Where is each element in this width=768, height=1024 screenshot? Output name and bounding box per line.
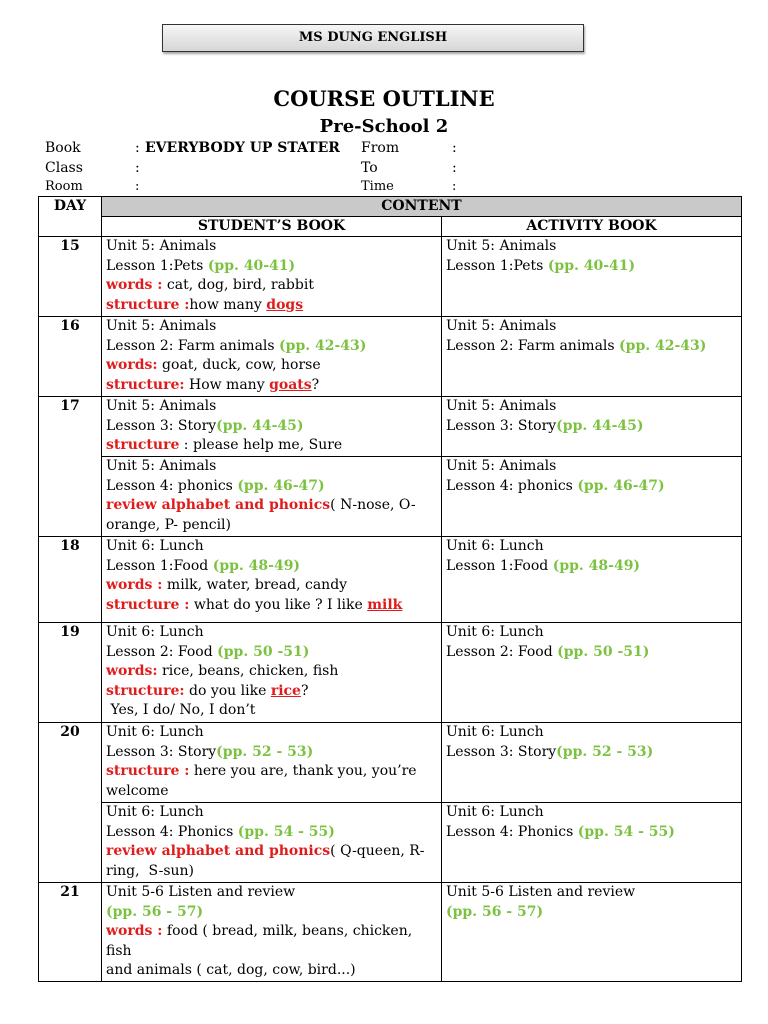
lesson-text: Lesson 4: Phonics bbox=[446, 823, 578, 840]
time-sep: : bbox=[452, 179, 457, 194]
words-keyword: words : bbox=[106, 923, 163, 940]
unit-text: Unit 6: Lunch bbox=[106, 724, 204, 740]
activity-book-cell bbox=[442, 723, 742, 803]
review-line bbox=[106, 496, 437, 516]
structure-highlight: milk bbox=[367, 596, 403, 613]
words-keyword: words: bbox=[106, 357, 158, 374]
content-header: CONTENT bbox=[102, 197, 742, 217]
lesson-text: Lesson 3: Story bbox=[106, 743, 217, 760]
lesson-line bbox=[106, 823, 437, 843]
words-text: cat, dog, bird, rabbit bbox=[162, 277, 314, 294]
structure-highlight: goats bbox=[269, 376, 312, 393]
day-cell: 15 bbox=[39, 237, 102, 317]
page-ref: (pp. 40-41) bbox=[547, 257, 636, 274]
words-keyword: words: bbox=[106, 663, 158, 680]
page-ref: (pp. 46-47) bbox=[577, 477, 665, 494]
review-keyword: review alphabet and phonics bbox=[106, 497, 331, 514]
structure-keyword: structure bbox=[106, 437, 180, 454]
to-label: To bbox=[361, 160, 378, 176]
review-text: ( Q-queen, R- bbox=[330, 843, 425, 860]
book-value: EVERYBODY UP STATER bbox=[145, 140, 340, 156]
lesson-text: Lesson 2: Farm animals bbox=[106, 337, 280, 354]
review-line bbox=[106, 842, 437, 862]
words-text: rice, beans, chicken, fish bbox=[157, 663, 339, 680]
students-book-cell bbox=[102, 883, 442, 982]
table-row bbox=[39, 883, 742, 982]
structure-text: how many bbox=[189, 296, 267, 313]
page-ref: (pp. 54 - 55) bbox=[577, 823, 675, 840]
course-outline-table bbox=[38, 196, 742, 982]
page-ref: (pp. 48-49) bbox=[212, 557, 301, 574]
structure-text: what do you like ? I like bbox=[189, 596, 368, 613]
subheader-row bbox=[39, 217, 742, 237]
unit-text: Unit 5: Animals bbox=[106, 318, 217, 334]
students-book-cell bbox=[102, 537, 442, 623]
unit-text: Unit 6: Lunch bbox=[106, 804, 204, 820]
students-book-cell bbox=[102, 623, 442, 723]
lesson-text: Lesson 4: phonics bbox=[446, 477, 578, 494]
lesson-text: Lesson 3: Story bbox=[446, 743, 557, 760]
students-book-cell bbox=[102, 803, 442, 883]
structure-keyword: structure : bbox=[106, 596, 190, 613]
words-line bbox=[106, 356, 437, 376]
unit-text: Unit 6: Lunch bbox=[106, 538, 204, 554]
room-label: Room bbox=[45, 179, 83, 194]
unit-text: Unit 6: Lunch bbox=[106, 624, 204, 640]
words-text-cont: and animals ( cat, dog, cow, bird...) bbox=[106, 962, 356, 979]
lesson-text: Lesson 2: Farm animals bbox=[446, 337, 620, 354]
page-ref: (pp. 54 - 55) bbox=[237, 823, 335, 840]
unit-text: Unit 5: Animals bbox=[446, 458, 557, 474]
structure-line bbox=[106, 596, 437, 616]
structure-end: ? bbox=[311, 376, 320, 393]
page-ref: (pp. 48-49) bbox=[552, 557, 641, 574]
lesson-text: Lesson 2: Food bbox=[106, 643, 218, 660]
words-line bbox=[106, 276, 437, 296]
header-row bbox=[39, 197, 742, 217]
words-line bbox=[106, 922, 437, 961]
day-cell: 21 bbox=[39, 883, 102, 982]
lesson-text: Lesson 2: Food bbox=[446, 643, 558, 660]
day-cell: 17 bbox=[39, 397, 102, 537]
words-text: food ( bread, milk, beans, chicken, fish bbox=[106, 923, 413, 959]
book-sep: : bbox=[135, 140, 140, 156]
structure-text: : please help me, Sure bbox=[179, 437, 343, 454]
lesson-line bbox=[106, 257, 437, 277]
table-row bbox=[39, 537, 742, 623]
students-book-cell bbox=[102, 397, 442, 457]
day-cell: 19 bbox=[39, 623, 102, 723]
unit-text: Unit 5: Animals bbox=[106, 238, 217, 254]
page-subtitle: Pre-School 2 bbox=[319, 116, 449, 137]
lesson-text: Lesson 1:Pets bbox=[446, 257, 548, 274]
review-text: ( N-nose, O- bbox=[330, 497, 416, 514]
students-book-cell bbox=[102, 723, 442, 803]
activity-book-cell bbox=[442, 317, 742, 397]
lesson-line bbox=[446, 417, 737, 437]
activity-book-cell bbox=[442, 623, 742, 723]
activity-book-cell bbox=[442, 457, 742, 537]
structure-keyword: structure: bbox=[106, 376, 185, 393]
lesson-line bbox=[446, 337, 737, 357]
students-book-cell bbox=[102, 317, 442, 397]
unit-text: Unit 5: Animals bbox=[446, 238, 557, 254]
page-ref: (pp. 42-43) bbox=[279, 337, 367, 354]
structure-line bbox=[106, 682, 437, 702]
page-ref: (pp. 52 - 53) bbox=[556, 743, 654, 760]
review-text-cont: orange, P- pencil) bbox=[106, 516, 231, 533]
book-label: Book bbox=[45, 140, 81, 156]
structure-highlight: rice bbox=[270, 682, 301, 699]
unit-text: Unit 5-6 Listen and review bbox=[106, 884, 296, 900]
lesson-text: Lesson 3: Story bbox=[446, 417, 557, 434]
lesson-line bbox=[106, 557, 437, 577]
activity-book-cell bbox=[442, 883, 742, 982]
students-book-cell bbox=[102, 237, 442, 317]
from-sep: : bbox=[452, 140, 457, 156]
table-row bbox=[39, 723, 742, 803]
page-ref: (pp. 52 - 53) bbox=[216, 743, 314, 760]
table-row bbox=[39, 237, 742, 317]
day-cell: 20 bbox=[39, 723, 102, 883]
words-keyword: words : bbox=[106, 577, 163, 594]
class-label: Class bbox=[45, 160, 83, 176]
structure-line bbox=[106, 376, 437, 396]
unit-text: Unit 6: Lunch bbox=[446, 724, 544, 740]
unit-text: Unit 5: Animals bbox=[446, 398, 557, 414]
activity-book-cell bbox=[442, 803, 742, 883]
table-row bbox=[39, 623, 742, 723]
words-text: milk, water, bread, candy bbox=[162, 577, 348, 594]
lesson-text: Lesson 3: Story bbox=[106, 417, 217, 434]
lesson-text: Lesson 1:Food bbox=[446, 557, 553, 574]
lesson-line bbox=[446, 823, 737, 843]
answer-text: Yes, I do/ No, I don’t bbox=[106, 702, 256, 719]
page-ref: (pp. 46-47) bbox=[237, 477, 325, 494]
lesson-text: Lesson 1:Food bbox=[106, 557, 213, 574]
unit-text: Unit 6: Lunch bbox=[446, 538, 544, 554]
words-keyword: words : bbox=[106, 277, 163, 294]
unit-text: Unit 6: Lunch bbox=[446, 624, 544, 640]
time-label: Time bbox=[361, 179, 394, 194]
day-cell: 16 bbox=[39, 317, 102, 397]
page-ref: (pp. 50 -51) bbox=[217, 643, 310, 660]
activity-book-cell bbox=[442, 537, 742, 623]
lesson-line bbox=[106, 477, 437, 497]
header-banner: MS DUNG ENGLISH bbox=[162, 24, 584, 52]
words-line bbox=[106, 576, 437, 596]
lesson-text: Lesson 1:Pets bbox=[106, 257, 208, 274]
page-ref: (pp. 44-45) bbox=[216, 417, 304, 434]
table-row bbox=[39, 803, 742, 883]
from-label: From bbox=[361, 140, 400, 156]
page-ref: (pp. 50 -51) bbox=[557, 643, 650, 660]
page-ref: (pp. 40-41) bbox=[207, 257, 296, 274]
page-ref: (pp. 56 - 57) bbox=[106, 903, 204, 920]
review-keyword: review alphabet and phonics bbox=[106, 843, 331, 860]
lesson-text: Lesson 4: Phonics bbox=[106, 823, 238, 840]
table-row bbox=[39, 457, 742, 537]
lesson-line bbox=[106, 743, 437, 763]
table-row bbox=[39, 317, 742, 397]
structure-text: here you are, thank you, you’re bbox=[189, 763, 417, 780]
structure-text-cont: welcome bbox=[106, 782, 169, 799]
room-sep: : bbox=[135, 179, 140, 194]
unit-text: Unit 5: Animals bbox=[106, 458, 217, 474]
lesson-line bbox=[446, 557, 737, 577]
activity-book-cell bbox=[442, 237, 742, 317]
unit-text: Unit 5-6 Listen and review bbox=[446, 884, 636, 900]
page-ref: (pp. 56 - 57) bbox=[446, 903, 544, 920]
structure-line bbox=[106, 762, 437, 782]
words-text: goat, duck, cow, horse bbox=[157, 357, 321, 374]
structure-keyword: structure: bbox=[106, 682, 185, 699]
students-book-cell bbox=[102, 457, 442, 537]
structure-text: How many bbox=[184, 376, 270, 393]
day-header: DAY bbox=[39, 197, 102, 237]
lesson-line bbox=[446, 477, 737, 497]
structure-keyword: structure : bbox=[106, 296, 190, 313]
lesson-line bbox=[446, 643, 737, 663]
lesson-line bbox=[106, 643, 437, 663]
structure-text: do you like bbox=[184, 682, 271, 699]
words-line bbox=[106, 662, 437, 682]
structure-line bbox=[106, 436, 437, 456]
lesson-line bbox=[446, 257, 737, 277]
class-sep: : bbox=[135, 160, 140, 176]
day-cell: 18 bbox=[39, 537, 102, 623]
lesson-line bbox=[106, 417, 437, 437]
students-book-header: STUDENT’S BOOK bbox=[102, 217, 442, 237]
page-ref: (pp. 44-45) bbox=[556, 417, 644, 434]
to-sep: : bbox=[452, 160, 457, 176]
activity-book-cell bbox=[442, 397, 742, 457]
unit-text: Unit 5: Animals bbox=[446, 318, 557, 334]
structure-highlight: dogs bbox=[266, 296, 304, 313]
unit-text: Unit 6: Lunch bbox=[446, 804, 544, 820]
lesson-line bbox=[106, 337, 437, 357]
activity-book-header: ACTIVITY BOOK bbox=[442, 217, 742, 237]
structure-end: ? bbox=[300, 682, 309, 699]
structure-keyword: structure : bbox=[106, 763, 190, 780]
structure-line bbox=[106, 296, 437, 316]
unit-text: Unit 5: Animals bbox=[106, 398, 217, 414]
page-ref: (pp. 42-43) bbox=[619, 337, 707, 354]
lesson-line bbox=[446, 743, 737, 763]
lesson-text: Lesson 4: phonics bbox=[106, 477, 238, 494]
page-title: COURSE OUTLINE bbox=[273, 86, 495, 111]
review-text-cont: ring, S-sun) bbox=[106, 862, 195, 879]
table-row bbox=[39, 397, 742, 457]
